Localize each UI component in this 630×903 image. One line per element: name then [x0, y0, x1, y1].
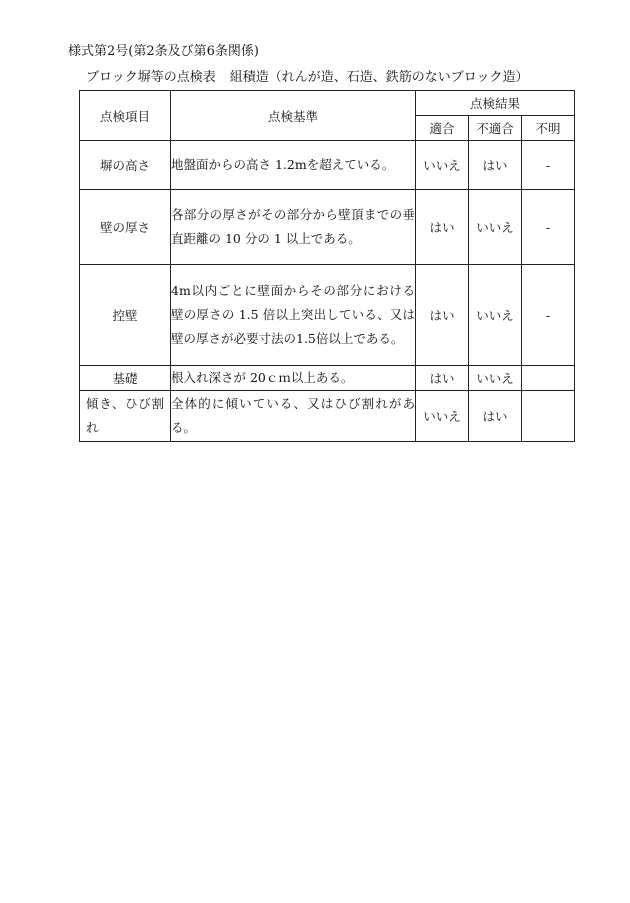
row-item: 塀の高さ [80, 141, 171, 190]
row-item: 傾き、ひび割れ [80, 391, 171, 442]
table-row [80, 141, 575, 190]
row-unknown-value: - [522, 190, 575, 265]
row-compliant-value: はい [416, 366, 469, 391]
row-standard: 地盤面からの高さ 1.2mを超えている。 [171, 141, 416, 190]
header-row [80, 91, 575, 116]
row-standard: 根入れ深さが 20ｃｍ以上ある。 [171, 366, 416, 391]
row-standard: 全体的に傾いている、又はひび割れがある。 [171, 391, 416, 442]
row-item: 控壁 [80, 265, 171, 366]
row-noncompliant-value: はい [469, 391, 522, 442]
form-number-title: 様式第2号(第2条及び第6条関係) [68, 44, 259, 59]
row-noncompliant-value: いいえ [469, 265, 522, 366]
row-unknown-value [522, 391, 575, 442]
row-unknown-value: - [522, 141, 575, 190]
table-row [80, 190, 575, 265]
inspection-table [79, 90, 575, 442]
header-compliant: 適合 [416, 116, 469, 141]
row-compliant-value: いいえ [416, 141, 469, 190]
table-row [80, 391, 575, 442]
row-unknown-value: - [522, 265, 575, 366]
row-compliant-value: はい [416, 265, 469, 366]
row-compliant-value: いいえ [416, 391, 469, 442]
header-inspection-item: 点検項目 [80, 91, 171, 141]
table-row [80, 265, 575, 366]
row-compliant-value: はい [416, 190, 469, 265]
row-item: 壁の厚さ [80, 190, 171, 265]
table-title-construction-type: 組積造（れんが造、石造、鉄筋のないブロック造） [229, 70, 529, 85]
table-title [86, 66, 529, 85]
header-noncompliant: 不適合 [469, 116, 522, 141]
table-row [80, 366, 575, 391]
header-inspection-result: 点検結果 [416, 91, 575, 116]
header-inspection-standard: 点検基準 [171, 91, 416, 141]
row-noncompliant-value: いいえ [469, 190, 522, 265]
row-standard: 4m以内ごとに壁面からその部分における壁の厚さの 1.5 倍以上突出している、又は壁の厚さが必要寸法の1.5倍以上である。 [171, 265, 416, 366]
row-noncompliant-value: はい [469, 141, 522, 190]
row-noncompliant-value: いいえ [469, 366, 522, 391]
row-unknown-value [522, 366, 575, 391]
table-title-name: ブロック塀等の点検表 [86, 70, 216, 85]
header-unknown: 不明 [522, 116, 575, 141]
row-standard: 各部分の厚さがその部分から壁頂までの垂直距離の 10 分の 1 以上である。 [171, 190, 416, 265]
row-item: 基礎 [80, 366, 171, 391]
